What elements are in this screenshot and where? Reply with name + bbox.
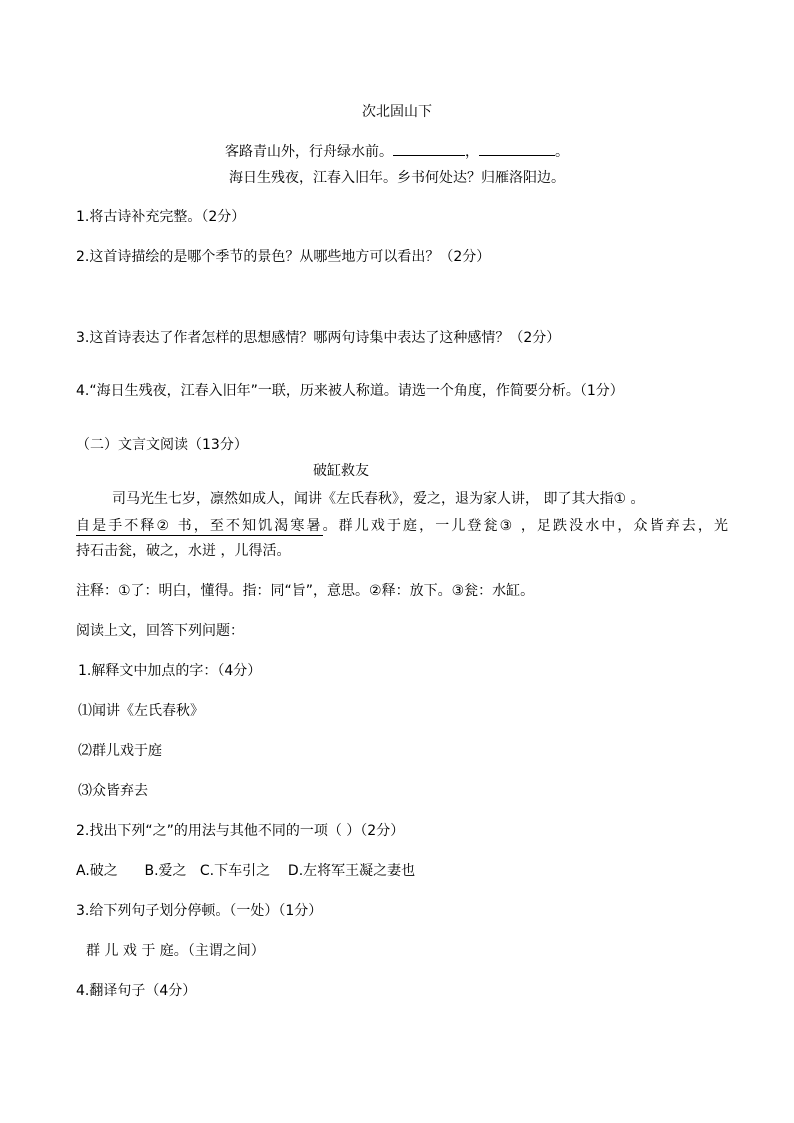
passage-line-3: 持石击瓮，破之，水迸 ，儿得活。 xyxy=(76,543,291,559)
question-4: 4.翻译句子（4分） xyxy=(76,983,197,999)
poem-line-1 xyxy=(0,141,794,162)
question-1: 1.解释文中加点的字：（4分） xyxy=(78,663,262,679)
reading-instruction: 阅读上文，回答下列问题： xyxy=(76,623,244,639)
poem-line-1-end: 。 xyxy=(555,144,569,160)
question-1-item-a: ⑴闻讲《左氏春秋》 xyxy=(78,703,204,719)
poem-line-1-comma: ， xyxy=(465,144,479,160)
annotation-notes: 注释：①了：明白，懂得。指：同“旨”，意思。②释：放下。③瓮：水缸。 xyxy=(76,583,535,599)
poem-title: 次北固山下 xyxy=(362,104,432,120)
poem-question-1: 1.将古诗补充完整。（2分） xyxy=(76,209,246,225)
section-heading: （二）文言文阅读（13分） xyxy=(76,437,248,453)
passage-line-2 xyxy=(76,513,728,539)
fill-blank-2[interactable] xyxy=(479,141,555,156)
passage-line-1: 司马光生七岁，凛然如成人，闻讲《左氏春秋》，爱之，退为家人讲， 即了其大指① 。 xyxy=(112,491,645,507)
fill-blank-1[interactable] xyxy=(393,141,465,156)
poem-line-2: 海日生残夜，江春入旧年。乡书何处达？归雁洛阳边。 xyxy=(229,170,565,186)
question-3-sentence: 群 儿 戏 于 庭。（主谓之间） xyxy=(86,943,265,959)
poem-question-3: 3.这首诗表达了作者怎样的思想感情？哪两句诗集中表达了这种感情？（2分） xyxy=(76,330,561,346)
passage-title: 破缸救友 xyxy=(313,463,369,479)
poem-question-4: 4.“海日生残夜，江春入旧年”一联，历来被人称道。请选一个角度，作简要分析。（1分） xyxy=(76,383,624,399)
underlined-sentence: 自是手不释② 书，至不知饥渴寒暑 xyxy=(76,518,323,534)
question-1-item-c: ⑶众皆弃去 xyxy=(78,783,148,799)
poem-line-1-text: 客路青山外，行舟绿水前。 xyxy=(225,144,393,160)
question-2: 2.找出下列“之”的用法与其他不同的一项（ ）（2分） xyxy=(76,823,405,839)
question-3: 3.给下列句子划分停顿。（一处）（1分） xyxy=(76,903,323,919)
poem-question-2: 2.这首诗描绘的是哪个季节的景色？从哪些地方可以看出？（2分） xyxy=(76,249,491,265)
passage-line-2-rest: 。群儿戏于庭，一儿登瓮③ ，足跌没水中，众皆弃去，光 xyxy=(322,518,728,534)
question-2-options: A.破之 B.爱之 C.下车引之 D.左将军王凝之妻也 xyxy=(76,863,416,879)
question-1-item-b: ⑵群儿戏于庭 xyxy=(78,743,162,759)
